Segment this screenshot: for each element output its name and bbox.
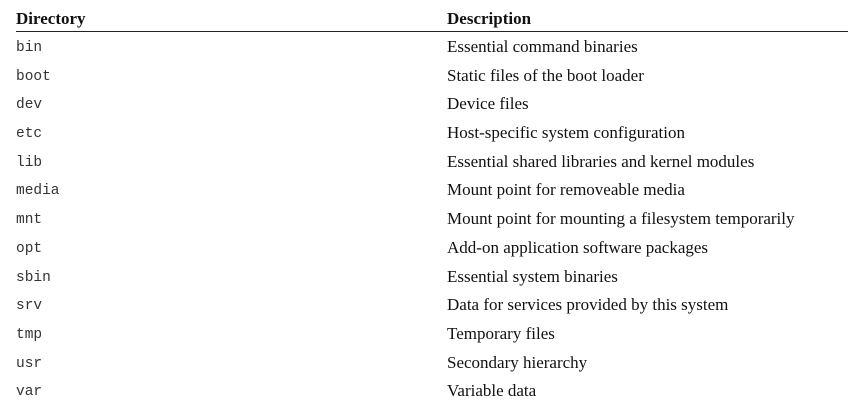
table-row bbox=[16, 376, 848, 405]
directory-cell: etc bbox=[16, 126, 43, 143]
description-cell: Mount point for mounting a filesystem temporarily bbox=[447, 209, 795, 229]
table-row bbox=[16, 118, 848, 147]
description-cell: Variable data bbox=[447, 381, 537, 401]
table-row bbox=[16, 89, 848, 118]
directory-cell: var bbox=[16, 384, 43, 401]
table-row bbox=[16, 147, 848, 176]
table-row bbox=[16, 290, 848, 319]
table-row bbox=[16, 61, 848, 90]
description-cell: Device files bbox=[447, 94, 529, 114]
directory-cell: lib bbox=[16, 154, 43, 171]
description-cell: Static files of the boot loader bbox=[447, 65, 644, 85]
description-cell: Data for services provided by this system bbox=[447, 295, 729, 315]
table-row bbox=[16, 319, 848, 348]
header-directory: Directory bbox=[16, 9, 86, 28]
table-body bbox=[16, 32, 848, 405]
directory-table bbox=[16, 8, 848, 405]
description-cell: Mount point for removeable media bbox=[447, 180, 685, 200]
table-row bbox=[16, 175, 848, 204]
header-description: Description bbox=[447, 9, 532, 28]
directory-cell: opt bbox=[16, 240, 43, 257]
table-row bbox=[16, 233, 848, 262]
table-row bbox=[16, 32, 848, 61]
table-header bbox=[16, 8, 848, 32]
directory-cell: dev bbox=[16, 97, 43, 114]
directory-cell: tmp bbox=[16, 326, 43, 343]
description-cell: Add-on application software packages bbox=[447, 237, 709, 257]
description-cell: Temporary files bbox=[447, 323, 555, 343]
description-cell: Essential shared libraries and kernel modules bbox=[447, 151, 755, 171]
directory-cell: sbin bbox=[16, 269, 51, 286]
description-cell: Secondary hierarchy bbox=[447, 352, 588, 372]
description-cell: Essential system binaries bbox=[447, 266, 618, 286]
directory-cell: bin bbox=[16, 40, 43, 56]
directory-cell: srv bbox=[16, 298, 43, 315]
description-cell: Essential command binaries bbox=[447, 37, 638, 56]
directory-cell: media bbox=[16, 183, 60, 200]
directory-cell: boot bbox=[16, 68, 51, 85]
table-row bbox=[16, 262, 848, 291]
description-cell: Host-specific system configuration bbox=[447, 123, 685, 143]
table-row bbox=[16, 348, 848, 377]
directory-cell: usr bbox=[16, 355, 43, 372]
directory-cell: mnt bbox=[16, 212, 43, 229]
table-row bbox=[16, 204, 848, 233]
